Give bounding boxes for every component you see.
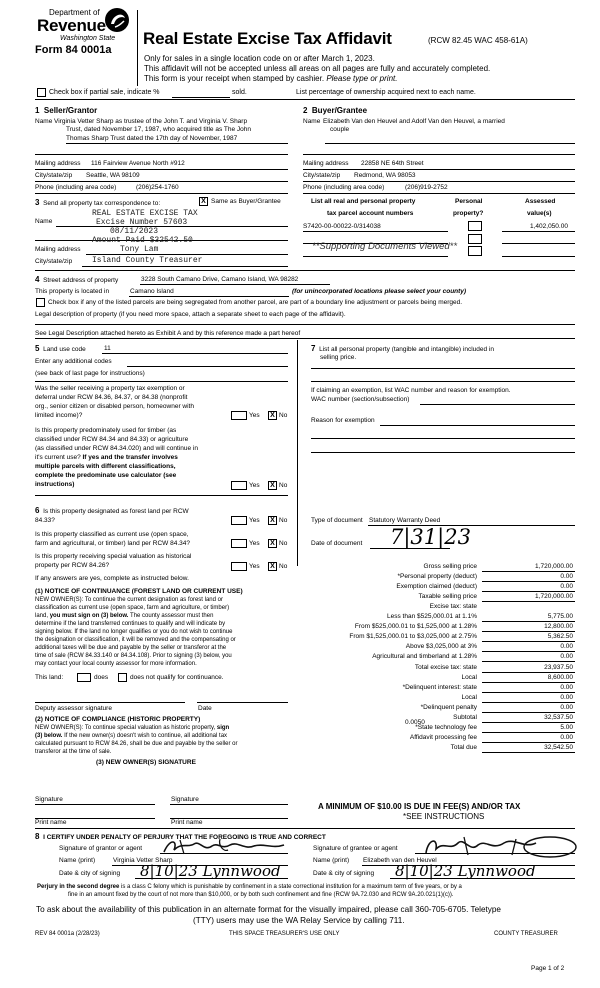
buyer-name-line2: couple: [330, 126, 350, 133]
parcel-account: S7420-00-00022-0/314038: [303, 223, 381, 230]
s5-q1-line1: Was the seller receiving a property tax exemption or: [35, 385, 185, 392]
tax-row-line: [482, 581, 575, 582]
land-does-label: does: [94, 674, 109, 681]
tax-row-label: From $1,525,000.01 to $3,025,000 at 2.75%: [349, 633, 477, 640]
treasurer-use-only: THIS SPACE TREASURER'S USE ONLY: [229, 931, 340, 937]
s6-q1-line2: 84.33?: [35, 517, 55, 524]
tax-row-label: From $525,000.01 to $1,525,000 at 1.28%: [354, 623, 477, 630]
deputy-signature-label: Deputy assessor signature: [35, 705, 112, 712]
tax-row-line: [482, 591, 575, 592]
s6-q2-yes-label: Yes: [249, 540, 260, 547]
land-does-not-label: does not qualify for continuance.: [130, 674, 224, 681]
local-rate: 0.0050: [405, 719, 425, 726]
s5-q2-yes-label: Yes: [249, 482, 260, 489]
tax-row-value: 23,937.50: [544, 664, 573, 671]
tax-row-line: [482, 712, 575, 713]
personal-property-checkbox-1[interactable]: [468, 221, 482, 231]
subtitle-1: Only for sales in a single location code on or after March 1, 2023.: [144, 54, 375, 63]
tax-row-value: 0.00: [560, 694, 573, 701]
tax-row-label: *Personal property (deduct): [397, 573, 477, 580]
s6-q1-no-label: No: [279, 517, 288, 524]
tax-row-line: [482, 702, 575, 703]
notice-1-line4: determine if the land transferred continues to qualify and will indicate by: [35, 621, 226, 627]
tax-row-label: Local: [461, 694, 477, 701]
subtitle-3: This form is your receipt when stamped by cashier. Please type or print.: [144, 74, 398, 83]
new-owner-print-label-2: Print name: [171, 819, 203, 826]
grantee-date-label: Date & city of signing: [313, 870, 375, 877]
tax-row-value: 1,720,000.00: [535, 563, 573, 570]
s6-q2-yes-checkbox[interactable]: [231, 539, 247, 548]
s5-q1-no-checkbox[interactable]: X: [268, 411, 277, 420]
s7-line1: 7 List all personal property (tangible and intangible) included in: [311, 344, 494, 353]
tax-row-value: 0.00: [560, 684, 573, 691]
stamp-line-4: Amount Paid $32542.50: [92, 236, 193, 245]
tax-row-label: Taxable selling price: [418, 593, 477, 600]
land-use-label: 5 Land use code: [35, 344, 86, 353]
buyer-city: Redmond, WA 98053: [354, 172, 416, 179]
same-as-buyer-checkbox[interactable]: X: [199, 197, 208, 206]
doc-type-label: Type of document: [311, 517, 363, 524]
stamp-line-6: Island County Treasurer: [92, 256, 203, 265]
buyer-mailing: 22858 NE 64th Street: [361, 160, 424, 167]
s6-q3-line2: property per RCW 84.26?: [35, 562, 110, 569]
tax-row-value: 0.00: [560, 704, 573, 711]
tax-row-line: [482, 641, 575, 642]
s5-q2-no-checkbox[interactable]: X: [268, 481, 277, 490]
s5-q2-yes-checkbox[interactable]: [231, 481, 247, 490]
tax-row-value: 32,542.50: [544, 744, 573, 751]
county-treasurer: COUNTY TREASURER: [494, 931, 558, 937]
tax-row-line: [482, 601, 575, 602]
s5-q2-line7: instructions): [35, 481, 75, 488]
assessed-header-a: Assessed: [525, 198, 556, 205]
corr-name-label: Name: [35, 218, 53, 225]
partial-sale-suffix: sold.: [232, 89, 247, 96]
segregated-checkbox[interactable]: [36, 298, 45, 307]
s5-q2-line4: it's current use? If yes and the transfer involves: [35, 454, 178, 461]
state-name: Washington State: [60, 35, 116, 42]
seller-name-line3: Thomas Sharp Trust dated the 17th day of November, 1987: [66, 135, 238, 142]
notice-1-title: (1) NOTICE OF CONTINUANCE (FOREST LAND OR CURRENT USE): [35, 588, 243, 595]
s7-line2: selling price.: [320, 354, 357, 361]
s6-q2-line1: Is this property classified as current use (open space,: [35, 531, 189, 538]
grantor-signature: [160, 836, 290, 858]
notice-2-line2: (3) below. If the new owner(s) doesn't wish to continue, all additional tax: [35, 733, 228, 739]
land-does-not-checkbox[interactable]: [118, 673, 127, 682]
s6-q2-no-label: No: [279, 540, 288, 547]
see-instructions: *SEE INSTRUCTIONS: [403, 812, 485, 821]
tax-row-label: Local: [461, 674, 477, 681]
s5-q2-line3: (as classified under RCW 84.34.020) and will continue in: [35, 445, 198, 452]
notice-2-line4: transferor at the time of sale.: [35, 749, 112, 755]
grantee-signature: [420, 833, 580, 861]
exemption-line2: WAC number (section/subsection): [311, 396, 410, 403]
grantee-name: Elizabeth van den Heuvel: [363, 857, 437, 864]
tax-row-value: 0.00: [560, 734, 573, 741]
notice-2-title: (2) NOTICE OF COMPLIANCE (HISTORIC PROPERTY): [35, 716, 201, 723]
s5-q1-yes-checkbox[interactable]: [231, 411, 247, 420]
perjury-line2: fine in an amount fixed by the court of not more than $10,000, or by both such confinement and fine (RCW 9A.72.030 and RCW 9A.20.021(1)(c)).: [68, 892, 454, 898]
alt-format-line2: (TTY) users may use the WA Relay Service by calling 711.: [193, 916, 405, 925]
tax-row-line: [482, 732, 575, 733]
personal-property-checkbox-3[interactable]: [468, 246, 482, 256]
tax-row-value: 0.00: [560, 583, 573, 590]
stamp-line-5: Tony Lam: [120, 245, 159, 254]
tax-row-label: *State technology fee: [415, 724, 477, 731]
notice-1-line7: additional taxes will be due and payable by the seller or transferor at the: [35, 645, 227, 651]
seller-name-line2: Trust, dated November 17, 1987, who acquired title as The John: [66, 126, 251, 133]
tax-row-label: Affidavit processing fee: [409, 734, 477, 741]
notice-1-line9: may contact your local county assessor for more information.: [35, 661, 197, 667]
s6-any-yes: If any answers are yes, complete as instructed below.: [35, 575, 189, 582]
seller-heading: 1 Seller/Grantor: [35, 106, 98, 115]
land-does-checkbox[interactable]: [77, 673, 91, 682]
tax-row-value: 5.00: [560, 724, 573, 731]
s6-q1-yes-checkbox[interactable]: [231, 516, 247, 525]
form-revision: REV 84 0001a (2/28/23): [35, 931, 100, 937]
stamp-line-2: Excise Number 57603: [96, 218, 188, 227]
exemption-line1: If claiming an exemption, list WAC number and reason for exemption.: [311, 387, 511, 394]
supporting-documents: **Supporting Documents Viewed**: [312, 241, 458, 252]
tax-row-label: Total due: [450, 744, 477, 751]
s5-q1-no-label: No: [279, 412, 288, 419]
buyer-name-label: Name: [303, 118, 321, 125]
s6-q3-line1: Is this property receiving special valuation as historical: [35, 553, 192, 560]
legal-description: See Legal Description attached hereto as Exhibit A and by this reference made a part hereof: [35, 330, 301, 337]
form-rcw: (RCW 82.45 WAC 458-61A): [428, 36, 528, 45]
location: Camano Island: [130, 288, 174, 295]
revenue-logo-icon: [103, 6, 131, 34]
tax-row-value: 1,720,000.00: [535, 593, 573, 600]
grantor-name-label: Name (print): [59, 857, 96, 864]
stamp-line-1: REAL ESTATE EXCISE TAX: [92, 209, 198, 218]
notice-1-line8: time of sale (RCW 84.33.140 or 84.34.108). Prior to signing (3) below, you: [35, 653, 232, 659]
tax-row-label: *Delinquent interest: state: [402, 684, 477, 691]
s5-q1-line2: deferral under RCW 84.36, 84.37, or 84.38 (nonprofit: [35, 394, 188, 401]
tax-row-line: [482, 631, 575, 632]
partial-sale-label: Check box if partial sale, indicate %: [49, 89, 160, 96]
tax-row-value: 0.00: [560, 643, 573, 650]
notice-1-line2: classification as current use (open space, farm and agriculture, or timber): [35, 605, 230, 611]
notice-1-line5: signing below. If the land no longer qualifies or you do not wish to continue: [35, 629, 233, 635]
s5-q2-no-label: No: [279, 482, 288, 489]
additional-codes-label: Enter any additional codes: [35, 358, 112, 365]
see-back-note: (see back of last page for instructions): [35, 370, 145, 377]
s6-q2-line2: farm and agricultural, or timber) land per RCW 84.34?: [35, 540, 190, 547]
tax-row-label: Exemption claimed (deduct): [396, 583, 477, 590]
form-title: Real Estate Excise Tax Affidavit: [143, 29, 392, 48]
tax-row-value: 8,600.00: [547, 674, 573, 681]
unincorporated-note: (for unincorporated locations please select your county): [292, 288, 467, 295]
seller-name-label: Name: [35, 118, 53, 125]
tax-row-value: 5,362.50: [547, 633, 573, 640]
new-owner-signature-label-2: Signature: [171, 796, 199, 803]
grantor-signature-label: Signature of grantor or agent: [59, 845, 143, 852]
seller-mailing-label: Mailing address: [35, 160, 81, 167]
doc-date-label: Date of document: [311, 540, 363, 547]
doc-date: 7|31|23: [390, 525, 471, 549]
buyer-phone-label: Phone (including area code): [303, 184, 385, 191]
s5-q2-line6: complete the predominate use calculator (see: [35, 472, 177, 479]
assessed-header-b: value(s): [527, 210, 552, 217]
s6-q3-yes-label: Yes: [249, 563, 260, 570]
seller-city: Seattle, WA 98109: [86, 172, 140, 179]
tax-row-line: [482, 571, 575, 572]
grantor-date-label: Date & city of signing: [59, 870, 121, 877]
personal-property-checkbox-2[interactable]: [468, 234, 482, 244]
notice-2-line1: NEW OWNER(S): To continue special valuation as historic property, sign: [35, 725, 230, 731]
tax-row-value: 0.00: [560, 573, 573, 580]
s5-q2-line2: classified under RCW 84.34 and 84.33) or agriculture: [35, 436, 189, 443]
deputy-date-label: Date: [198, 705, 212, 712]
new-owner-print-label-1: Print name: [35, 819, 67, 826]
same-as-buyer-label: Same as Buyer/Grantee: [211, 198, 281, 205]
s6-q1-yes-label: Yes: [249, 517, 260, 524]
tax-row-label: Total excise tax: state: [414, 664, 477, 671]
grantee-name-label: Name (print): [313, 857, 350, 864]
notice-1-line6: the designation or classification, it will be removed and the compensating or: [35, 637, 236, 643]
personal-header-b: property?: [453, 210, 484, 217]
notice-1-line1: NEW OWNER(S): To continue the current designation as forest land or: [35, 597, 223, 603]
form-number: Form 84 0001a: [35, 44, 112, 56]
alt-format-line1: To ask about the availability of this publication in an alternate format for the visually impaired, please call 360-705-6705. Teletype: [36, 905, 501, 914]
buyer-city-label: City/state/zip: [303, 172, 341, 179]
tax-row-line: [482, 682, 575, 683]
this-land-label: This land:: [35, 674, 64, 681]
notice-3-title: (3) NEW OWNER(S) SIGNATURE: [96, 759, 196, 766]
dept-big: Revenue: [37, 16, 106, 35]
correspondence-label: 3 Send all property tax correspondence to:: [35, 198, 161, 207]
tax-row-label: Subtotal: [453, 714, 477, 721]
s6-q3-no-checkbox[interactable]: X: [268, 562, 277, 571]
tax-row-line: [482, 651, 575, 652]
seller-phone: (206)254-1760: [136, 184, 179, 191]
segregated-label: Check box if any of the listed parcels are being segregated from another parcel, are part of a boundary line adjustment or parcels being merged.: [48, 299, 463, 306]
tax-row-value: 0.00: [560, 653, 573, 660]
tax-row-value: 5,775.00: [547, 613, 573, 620]
tax-row-line: [482, 742, 575, 743]
dept-small: Department of: [49, 8, 100, 17]
s6-q1-line1: 6 Is this property designated as forest land per RCW: [35, 506, 189, 515]
s5-q2-line1: Is this property predominately used for timber (as: [35, 427, 177, 434]
tax-row-value: 12,800.00: [544, 623, 573, 630]
seller-name-line1: Virginia Vetter Sharp as trustee of the John T. and Virginia V. Sharp: [54, 118, 248, 125]
location-label: This property is located in: [35, 288, 110, 295]
tax-row-line: [482, 621, 575, 622]
s5-q2-line5: multiple parcels with different classifications,: [35, 463, 176, 470]
corr-mailing-label: Mailing address: [35, 246, 81, 253]
partial-sale-checkbox[interactable]: [37, 88, 46, 97]
tax-row-line: [482, 692, 575, 693]
certify-statement: 8 I CERTIFY UNDER PENALTY OF PERJURY THAT THE FOREGOING IS TRUE AND CORRECT: [35, 832, 326, 841]
tax-row-line: [482, 672, 575, 673]
tax-row-label: Excise tax: state: [429, 603, 477, 610]
buyer-mailing-label: Mailing address: [303, 160, 349, 167]
tax-row-line: [482, 661, 575, 662]
legal-description-label: Legal description of property (if you need more space, attach a separate sheet to each page of the affidavit).: [35, 311, 346, 318]
buyer-phone: (206)919-2752: [405, 184, 448, 191]
tax-row-label: *Delinquent penalty: [420, 704, 477, 711]
notice-2-line3: calculated pursuant to RCW 84.26, shall be due and payable by the seller or: [35, 741, 238, 747]
s6-q3-no-label: No: [279, 563, 288, 570]
grantor-date-city: 8|10|23 Lynnwood: [140, 862, 281, 880]
seller-mailing: 116 Fairview Avenue North #912: [91, 160, 185, 167]
grantee-signature-label: Signature of grantee or agent: [313, 845, 398, 852]
seller-phone-label: Phone (including area code): [35, 184, 117, 191]
notice-1-line3: land, you must sign on (3) below. The county assessor must then: [35, 613, 214, 619]
s5-q1-line3: org., senior citizen or disabled person, homeowner with: [35, 403, 194, 410]
tax-row-label: Less than $525,000.01 at 1.1%: [387, 613, 477, 620]
buyer-heading: 2 Buyer/Grantee: [303, 106, 368, 115]
grantor-name: Virginia Vetter Sharp: [113, 857, 173, 864]
new-owner-signature-label-1: Signature: [35, 796, 63, 803]
personal-header-a: Personal: [455, 198, 483, 205]
s5-q1-line4: limited income)?: [35, 412, 83, 419]
tax-row-line: [482, 722, 575, 723]
subtitle-2: This affidavit will not be accepted unless all areas on all pages are fully and accurately completed.: [144, 64, 491, 73]
doc-type: Statutory Warranty Deed: [369, 517, 441, 524]
street-label: 4 Street address of property: [35, 275, 119, 284]
s6-q1-no-checkbox[interactable]: X: [268, 516, 277, 525]
corr-city-label: City/state/zip: [35, 258, 73, 265]
perjury-line1: Perjury in the second degree is a class C felony which is punishable by confinement in a state correctional institution for a maximum term of five years, or by a: [37, 884, 462, 890]
parcel-header-a: List all real and personal property: [311, 198, 416, 205]
tax-row-label: Gross selling price: [423, 563, 477, 570]
reason-label: Reason for exemption: [311, 417, 375, 424]
tax-row-value: 32,537.50: [544, 714, 573, 721]
tax-row-line: [482, 752, 575, 753]
buyer-name-line1: Elizabeth Van den Heuvel and Adolf Van den Heuvel, a married: [323, 118, 505, 125]
s6-q2-no-checkbox[interactable]: X: [268, 539, 277, 548]
ownership-percent-label: List percentage of ownership acquired next to each name.: [296, 89, 476, 96]
minimum-fee-note: A MINIMUM OF $10.00 IS DUE IN FEE(S) AND/OR TAX: [318, 802, 521, 811]
parcel-header-b: tax parcel account numbers: [327, 210, 414, 217]
street-address: 3228 South Camano Drive, Camano Island, WA 98282: [141, 276, 299, 283]
stamp-line-3: 08/11/2023: [110, 227, 159, 236]
tax-row-label: Above $3,025,000 at 3%: [405, 643, 477, 650]
s5-q1-yes-label: Yes: [249, 412, 260, 419]
page-number: Page 1 of 2: [531, 965, 565, 972]
land-use-code: 11: [104, 345, 111, 352]
seller-city-label: City/state/zip: [35, 172, 73, 179]
s6-q3-yes-checkbox[interactable]: [231, 562, 247, 571]
tax-row-label: Agricultural and timberland at 1.28%: [372, 653, 477, 660]
assessed-value: 1,402,050.00: [530, 223, 568, 230]
grantee-date-city: 8|10|23 Lynnwood: [395, 862, 536, 880]
